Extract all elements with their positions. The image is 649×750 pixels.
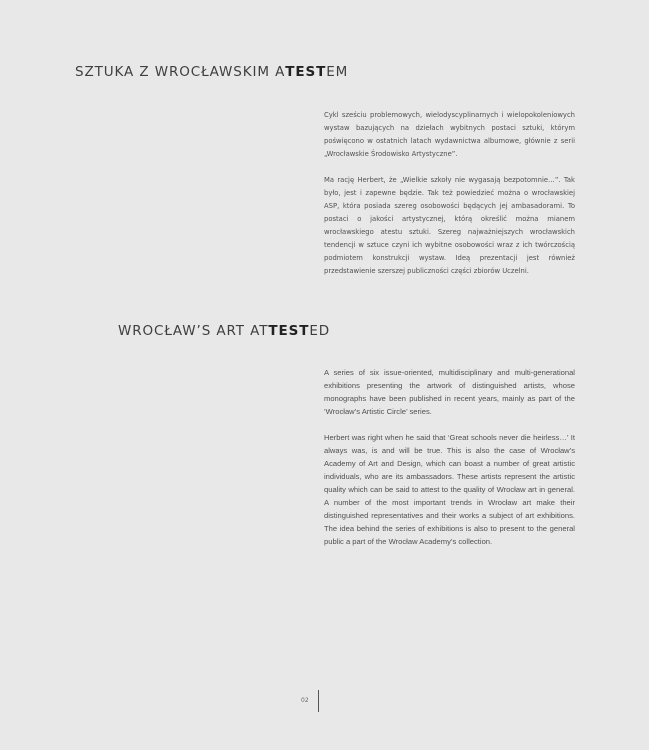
heading-polish-emphasis: TEST (285, 64, 327, 80)
page-number: 02 (301, 697, 309, 704)
paragraph-polish-1: Cykl sześciu problemowych, wielodyscyplinarnych i wielopokoleniowych wystaw bazujących na dziełach wybitnych postaci sztuki, którym poświęcono w ostatnich latach wydawnictwa albumowe, głównie z serii „Wrocławskie Środowisko Artystyczne”. (324, 111, 575, 158)
heading-english-part2: ED (309, 323, 331, 339)
heading-english-part1: WROCŁAW’S ART AT (118, 323, 269, 339)
heading-polish (75, 64, 348, 80)
heading-polish-part2: EM (326, 64, 349, 80)
body-text-polish (324, 109, 575, 291)
page-number-divider (318, 690, 319, 712)
heading-english (118, 323, 330, 339)
heading-english-emphasis: TEST (268, 323, 310, 339)
paragraph-polish-2: Ma rację Herbert, że „Wielkie szkoły nie wygasają bezpotomnie…”. Tak było, jest i zapewne będzie. Tak też powiedzieć można o wrocławskiej ASP, która posiada szereg osobowości będących jej ambasadorami. To postaci o jakości artystycznej, którą określić można mianem wrocławskiego atestu sztuki. Szereg najważniejszych wrocławskich tendencji w sztuce czyni ich wybitne osobowości wraz z ich twórczością podmiotem konstrukcji wystaw. Ideą prezentacji jest również przedstawienie szerszej publiczności części zbiorów Uczelni. (324, 176, 575, 275)
paragraph-english-2: Herbert was right when he said that ‘Great schools never die heirless…’ It always was, is and will be true. This is also the case of Wrocław’s Academy of Art and Design, which can boast a number of great artistic individuals, who are its ambassadors. These artists represent the artistic quality which can be said to attest to the quality of Wrocław art in general. A number of the most important trends in Wrocław art make their distinguished representatives and their works a subject of art exhibitions. The idea behind the series of exhibitions is also to present to the general public a part of the Wrocław Academy’s collection. (324, 433, 575, 546)
heading-polish-part1: SZTUKA Z WROCŁAWSKIM A (75, 64, 286, 80)
paragraph-english-1: A series of six issue-oriented, multidisciplinary and multi-generational exhibitions presenting the artwork of distinguished artists, whose monographs have been published in recent years, mainly as part of the ‘Wrocław’s Artistic Circle’ series. (324, 368, 575, 416)
body-text-english (324, 366, 575, 561)
